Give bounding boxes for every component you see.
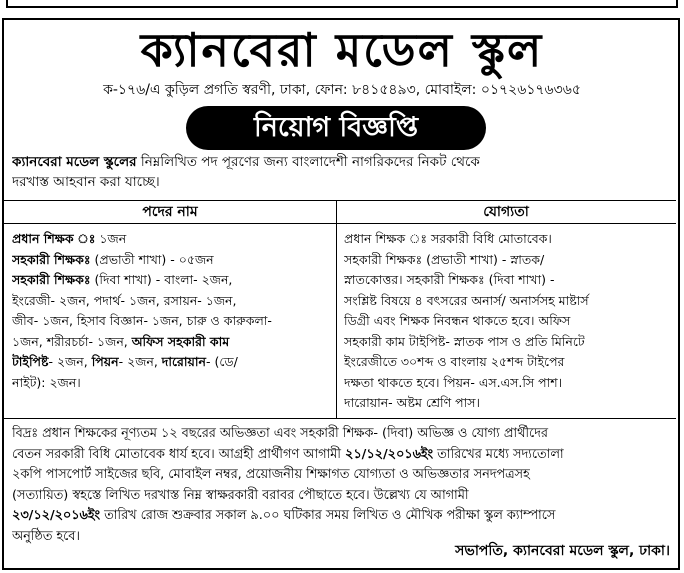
post-guard: দারোয়ান: [161, 354, 206, 369]
school-address: ক-১৭৬/এ কুড়িল প্রগতি স্বরণী, ঢাকা, ফোন: ৮৪১৫৪৯৩, মোবাইল: ০১৭২৬১৭৬৩৬৫: [103, 82, 581, 98]
post-count: - ২জন,: [118, 354, 162, 369]
qualification-line: সংশ্লিষ্ট বিষয়ে ৪ বৎসরের অনার্স/ অনার্সসহ মাষ্টার্স: [344, 292, 589, 308]
note-text: তারিখ রোজ শুক্রবার সকাল ৯.০০ ঘটিকার সময় লিখিত ও মৌখিক পরীক্ষা স্কুল ক্যাম্পাসে: [100, 508, 556, 524]
post-count: - (ডে/: [205, 354, 238, 369]
note-line: [12, 445, 672, 466]
post-line: নাইট): ২জন।: [12, 374, 81, 390]
posts-table: [4, 200, 676, 419]
intro-line: দরখাস্ত আহবান করা যাচ্ছে।: [12, 174, 160, 190]
post-head-teacher: প্রধান শিক্ষক ঃ: [12, 231, 96, 246]
note-line: (সত্যায়িত) স্বহস্তে লিখিত দরখাস্ত নিম্ন স্বাক্ষরকারী বরাবর পৌছাতে হবে। উল্লেখ্য যে আগামী: [12, 487, 469, 503]
note-line: অনুষ্ঠিত হবে।: [12, 528, 80, 544]
note-text: বেতন সরকারী বিধি মোতাবেক ধার্য হবে। আগ্রহী প্রার্থীগণ আগামী: [12, 446, 346, 462]
post-line: [12, 332, 330, 353]
intro-text: নিম্নলিখিত পদ পূরণের জন্য বাংলাদেশী নাগরিকদের নিকট থেকে: [136, 154, 480, 170]
post-count: (দিবা শাখা) - বাংলা- ২জন,: [90, 272, 233, 287]
intro-paragraph: [12, 152, 672, 192]
post-office-assistant: অফিস সহকারী কাম: [131, 333, 230, 349]
post-line: জীব- ১জন, হিসাব বিজ্ঞান- ১জন, চারু ও কারুকলা-: [12, 313, 272, 328]
post-line: [12, 352, 330, 373]
post-line: [12, 250, 330, 271]
post-assistant-teacher: সহকারী শিক্ষকঃ: [12, 272, 91, 287]
post-line: ইংরেজী- ২জন, পদার্থ- ১জন, রসায়ন- ১জন,: [12, 292, 237, 308]
school-name: ক্যানবেরা মডেল স্কুল: [140, 23, 544, 77]
notes-paragraph: [12, 424, 672, 548]
application-deadline: ২১/১২/২০১৬ইং: [345, 446, 434, 462]
top-border-fragment: [6, 0, 678, 8]
post-peon: পিয়ন: [91, 354, 119, 369]
note-line: [12, 506, 672, 527]
qualification-line: দক্ষতা থাকতে হবে। পিয়ন- এস.এস.সি পাশ।: [344, 374, 563, 390]
signature-line: সভাপতি, ক্যানবেরা মডেল স্কুল, ঢাকা।: [455, 543, 670, 559]
post-count: ১জন, শরীরচর্চা- ১জন,: [12, 333, 132, 349]
note-line: ২কপি পাসপোর্ট সাইজের ছবি, মোবাইল নম্বর, প্রয়োজনীয় শিক্ষাগত যোগ্যতা ও অভিজ্ঞতার সনদপত্রসহ: [12, 467, 530, 483]
qualification-line: সহকারী কাম টাইপিষ্ট- স্নাতক পাস ও প্রতি মিনিটে: [344, 333, 585, 349]
qualification-line: ডিগ্রী এবং শিক্ষক নিবন্ধন থাকতে হবে। অফিস: [344, 313, 571, 328]
note-line: বিদ্রঃ প্রধান শিক্ষকের নূণ্যতম ১২ বছরের অভিজ্ঞতা এবং সহকারী শিক্ষক- (দিবা) অভিজ্ঞ ও যোগ্য প্রার্থীদের: [12, 426, 548, 441]
qualification-line: ইংরেজীতে ৩০শব্দ ও বাংলায় ২৫শব্দ টাইপের: [344, 354, 565, 369]
notice-title-badge: নিয়োগ বিজ্ঞপ্তি: [186, 106, 486, 150]
qualification-line: স্নাতকোত্তর। সহকারী শিক্ষকঃ (দিবা শাখা) -: [344, 272, 555, 287]
column-divider: [336, 201, 337, 418]
qualification-line: প্রধান শিক্ষক ঃ সরকারী বিধি মোতাবেক।: [344, 231, 552, 246]
post-name-header: পদের নাম: [142, 204, 198, 220]
intro-line: [12, 152, 672, 172]
qualification-line: সহকারী শিক্ষকঃ (প্রভাতী শাখা) - স্নাতক/: [344, 251, 545, 267]
qualification-header: যোগ্যতা: [483, 204, 529, 220]
post-typist: টাইপিষ্ট: [12, 354, 49, 369]
post-count: - ২জন,: [48, 354, 92, 369]
note-text: তারিখের মধ্যে সদ্যতোলা: [433, 446, 564, 462]
post-count: ১জন: [95, 231, 127, 246]
posts-cell: [12, 229, 330, 393]
intro-school-name: ক্যানবেরা মডেল স্কুলের: [12, 154, 137, 170]
exam-date: ২৩/১২/২০১৬ইং: [12, 508, 101, 524]
post-count: (প্রভাতী শাখা) - ০৫জন: [90, 251, 214, 267]
post-line: [12, 229, 330, 250]
header-divider: [4, 223, 676, 224]
qualifications-cell: [344, 229, 670, 414]
post-assistant-teacher: সহকারী শিক্ষকঃ: [12, 251, 91, 267]
post-line: [12, 270, 330, 291]
qualification-line: দারোয়ান- অষ্টম শ্রেণি পাস।: [344, 395, 480, 410]
